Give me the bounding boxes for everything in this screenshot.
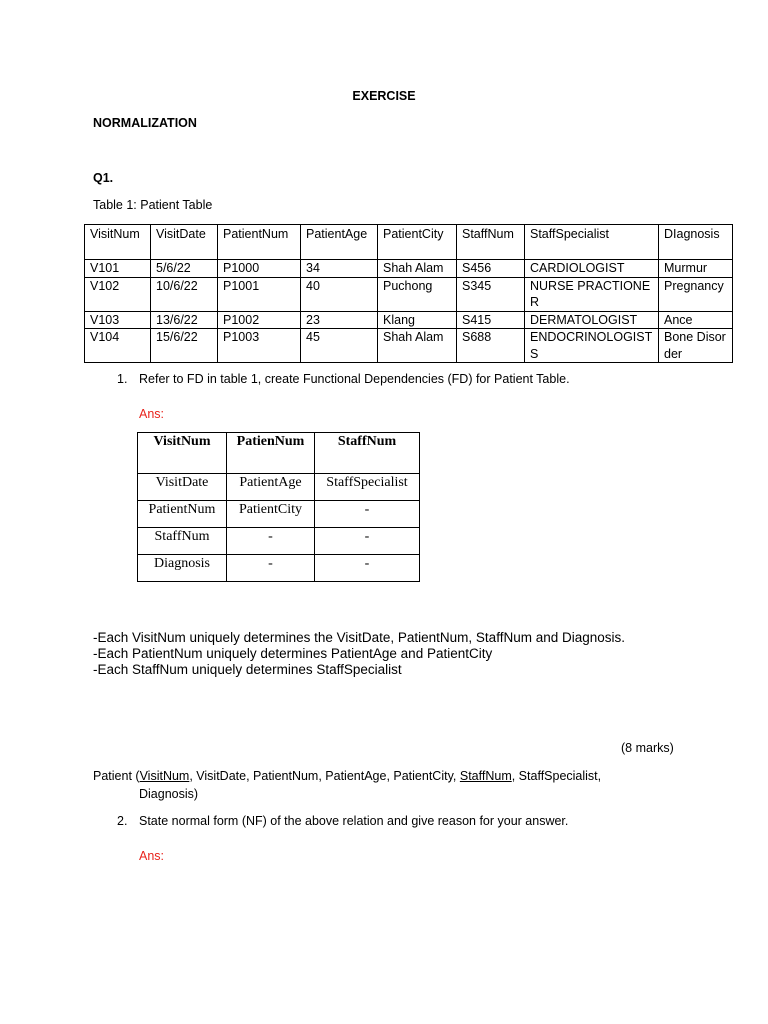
table-cell: V101 <box>85 260 151 278</box>
table-cell: 10/6/22 <box>151 277 218 311</box>
column-header: VisitNum <box>85 225 151 260</box>
column-header: DIagnosis <box>659 225 733 260</box>
fd-column-header: StaffNum <box>315 433 420 474</box>
fd-cell: StaffSpecialist <box>315 474 420 501</box>
fd-cell: - <box>315 501 420 528</box>
table-row <box>85 277 733 311</box>
table-cell: V103 <box>85 311 151 329</box>
fd-statement: -Each PatientNum uniquely determines PatientAge and PatientCity <box>93 646 493 661</box>
fd-row <box>138 474 420 501</box>
table-header-row <box>85 225 733 260</box>
table-cell: Murmur <box>659 260 733 278</box>
table-cell: ENDOCRINOLOGISTS <box>525 329 659 363</box>
relation-attributes: , StaffSpecialist, <box>511 769 602 783</box>
table-cell: Ance <box>659 311 733 329</box>
table-cell: P1001 <box>218 277 301 311</box>
fd-header-row <box>138 433 420 474</box>
fd-cell: VisitDate <box>138 474 227 501</box>
patient-table <box>84 224 733 363</box>
page-title: EXERCISE <box>352 89 416 103</box>
table-cell: 23 <box>301 311 378 329</box>
q2-text: State normal form (NF) of the above relation and give reason for your answer. <box>139 814 569 828</box>
fd-row <box>138 528 420 555</box>
table-cell: Bone Disorder <box>659 329 733 363</box>
table-cell: S415 <box>457 311 525 329</box>
table-cell: S456 <box>457 260 525 278</box>
table-cell: 45 <box>301 329 378 363</box>
question-label: Q1. <box>93 171 114 185</box>
q1-number: 1. <box>117 372 128 386</box>
table-caption: Table 1: Patient Table <box>93 198 213 212</box>
column-header: PatientCity <box>378 225 457 260</box>
table-cell: 34 <box>301 260 378 278</box>
primary-key: VisitNum <box>139 769 190 783</box>
table-cell: 13/6/22 <box>151 311 218 329</box>
fd-cell: - <box>315 528 420 555</box>
table-cell: P1003 <box>218 329 301 363</box>
table-cell: Puchong <box>378 277 457 311</box>
relation-attributes: , VisitDate, PatientNum, PatientAge, PatientCity, <box>189 769 460 783</box>
q1-text: Refer to FD in table 1, create Functional Dependencies (FD) for Patient Table. <box>139 372 570 386</box>
fd-statement: -Each VisitNum uniquely determines the VisitDate, PatientNum, StaffNum and Diagnosis. <box>93 630 626 645</box>
table-cell: Shah Alam <box>378 329 457 363</box>
table-cell: S345 <box>457 277 525 311</box>
fd-cell: - <box>227 528 315 555</box>
fd-cell: StaffNum <box>138 528 227 555</box>
fd-cell: PatientNum <box>138 501 227 528</box>
table-cell: V104 <box>85 329 151 363</box>
table-row <box>85 311 733 329</box>
primary-key: StaffNum <box>459 769 512 783</box>
table-cell: Shah Alam <box>378 260 457 278</box>
relation-name: Patient ( <box>93 769 140 783</box>
fd-statement: -Each StaffNum uniquely determines StaffSpecialist <box>93 662 402 677</box>
fd-column-header: PatienNum <box>227 433 315 474</box>
table-cell: S688 <box>457 329 525 363</box>
fd-column-header: VisitNum <box>138 433 227 474</box>
table-cell: NURSE PRACTIONER <box>525 277 659 311</box>
table-cell: P1002 <box>218 311 301 329</box>
table-cell: V102 <box>85 277 151 311</box>
table-cell: 5/6/22 <box>151 260 218 278</box>
fd-cell: PatientCity <box>227 501 315 528</box>
table-cell: P1000 <box>218 260 301 278</box>
relation-schema-continued: Diagnosis) <box>139 787 199 801</box>
table-row <box>85 329 733 363</box>
column-header: PatientAge <box>301 225 378 260</box>
table-cell: Klang <box>378 311 457 329</box>
column-header: PatientNum <box>218 225 301 260</box>
marks-label: (8 marks) <box>621 741 674 755</box>
relation-schema <box>93 769 601 783</box>
q2-answer-label: Ans: <box>139 849 165 863</box>
q2-number: 2. <box>117 814 128 828</box>
fd-cell: - <box>227 555 315 582</box>
table-cell: 15/6/22 <box>151 329 218 363</box>
q1-answer-label: Ans: <box>139 407 165 421</box>
fd-cell: PatientAge <box>227 474 315 501</box>
fd-row <box>138 555 420 582</box>
column-header: StaffSpecialist <box>525 225 659 260</box>
table-cell: 40 <box>301 277 378 311</box>
table-cell: DERMATOLOGIST <box>525 311 659 329</box>
table-cell: CARDIOLOGIST <box>525 260 659 278</box>
fd-cell: - <box>315 555 420 582</box>
table-row <box>85 260 733 278</box>
column-header: StaffNum <box>457 225 525 260</box>
fd-cell: Diagnosis <box>138 555 227 582</box>
fd-table <box>137 432 420 582</box>
section-heading: NORMALIZATION <box>93 116 197 130</box>
fd-row <box>138 501 420 528</box>
table-cell: Pregnancy <box>659 277 733 311</box>
column-header: VisitDate <box>151 225 218 260</box>
